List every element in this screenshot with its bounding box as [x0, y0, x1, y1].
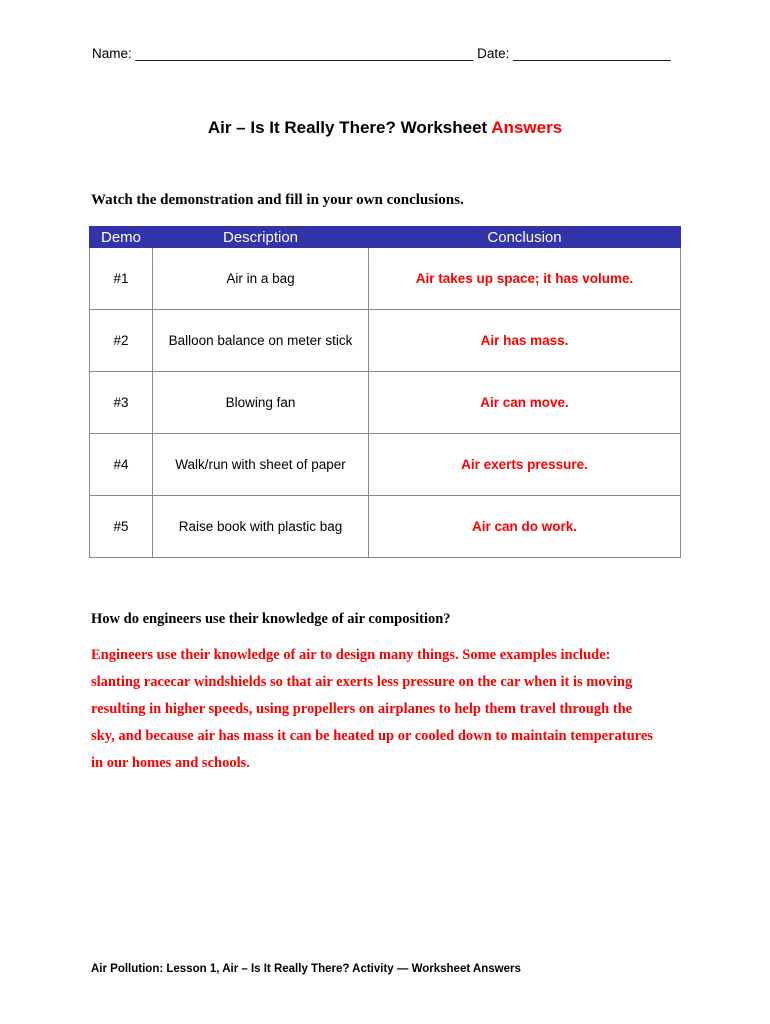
- demo-number: #2: [90, 310, 153, 372]
- demo-number: #3: [90, 372, 153, 434]
- demo-conclusion: Air has mass.: [369, 310, 681, 372]
- demo-table: [89, 226, 681, 558]
- demo-description: Walk/run with sheet of paper: [153, 434, 369, 496]
- table-row: [90, 496, 681, 558]
- answer-line: slanting racecar windshields so that air exerts less pressure on the car when it is moving: [91, 674, 633, 690]
- answer-line: Engineers use their knowledge of air to design many things. Some examples include:: [91, 647, 611, 663]
- table-row: [90, 372, 681, 434]
- demo-description: Balloon balance on meter stick: [153, 310, 369, 372]
- name-date-line: Name: _____________________________________________ Date: _____________________: [92, 46, 671, 61]
- worksheet-title: [0, 118, 770, 138]
- demo-conclusion: Air takes up space; it has volume.: [369, 248, 681, 310]
- demo-description: Raise book with plastic bag: [153, 496, 369, 558]
- demo-description: Air in a bag: [153, 248, 369, 310]
- answer-line: in our homes and schools.: [91, 755, 250, 771]
- column-header-description: Description: [153, 227, 369, 248]
- column-header-conclusion: Conclusion: [369, 227, 681, 248]
- table-header-row: [90, 227, 681, 248]
- answer-line: sky, and because air has mass it can be heated up or cooled down to maintain temperatures: [91, 728, 653, 744]
- instructions: Watch the demonstration and fill in your own conclusions.: [91, 192, 464, 208]
- engineering-answer: [91, 642, 691, 777]
- title-main: Air – Is It Really There? Worksheet: [207, 118, 488, 137]
- demo-number: #1: [90, 248, 153, 310]
- demo-conclusion: Air can do work.: [369, 496, 681, 558]
- table-row: [90, 434, 681, 496]
- engineering-question: How do engineers use their knowledge of air composition?: [91, 611, 451, 627]
- demo-description: Blowing fan: [153, 372, 369, 434]
- demo-number: #5: [90, 496, 153, 558]
- column-header-demo: Demo: [90, 227, 153, 248]
- demo-conclusion: Air exerts pressure.: [369, 434, 681, 496]
- demo-conclusion: Air can move.: [369, 372, 681, 434]
- answer-line: resulting in higher speeds, using propellers on airplanes to help them travel through the: [91, 701, 633, 717]
- demo-number: #4: [90, 434, 153, 496]
- table-row: [90, 310, 681, 372]
- table-row: [90, 248, 681, 310]
- title-answers-highlight: Answers: [491, 118, 563, 137]
- page-footer: Air Pollution: Lesson 1, Air – Is It Really There? Activity — Worksheet Answers: [91, 963, 521, 975]
